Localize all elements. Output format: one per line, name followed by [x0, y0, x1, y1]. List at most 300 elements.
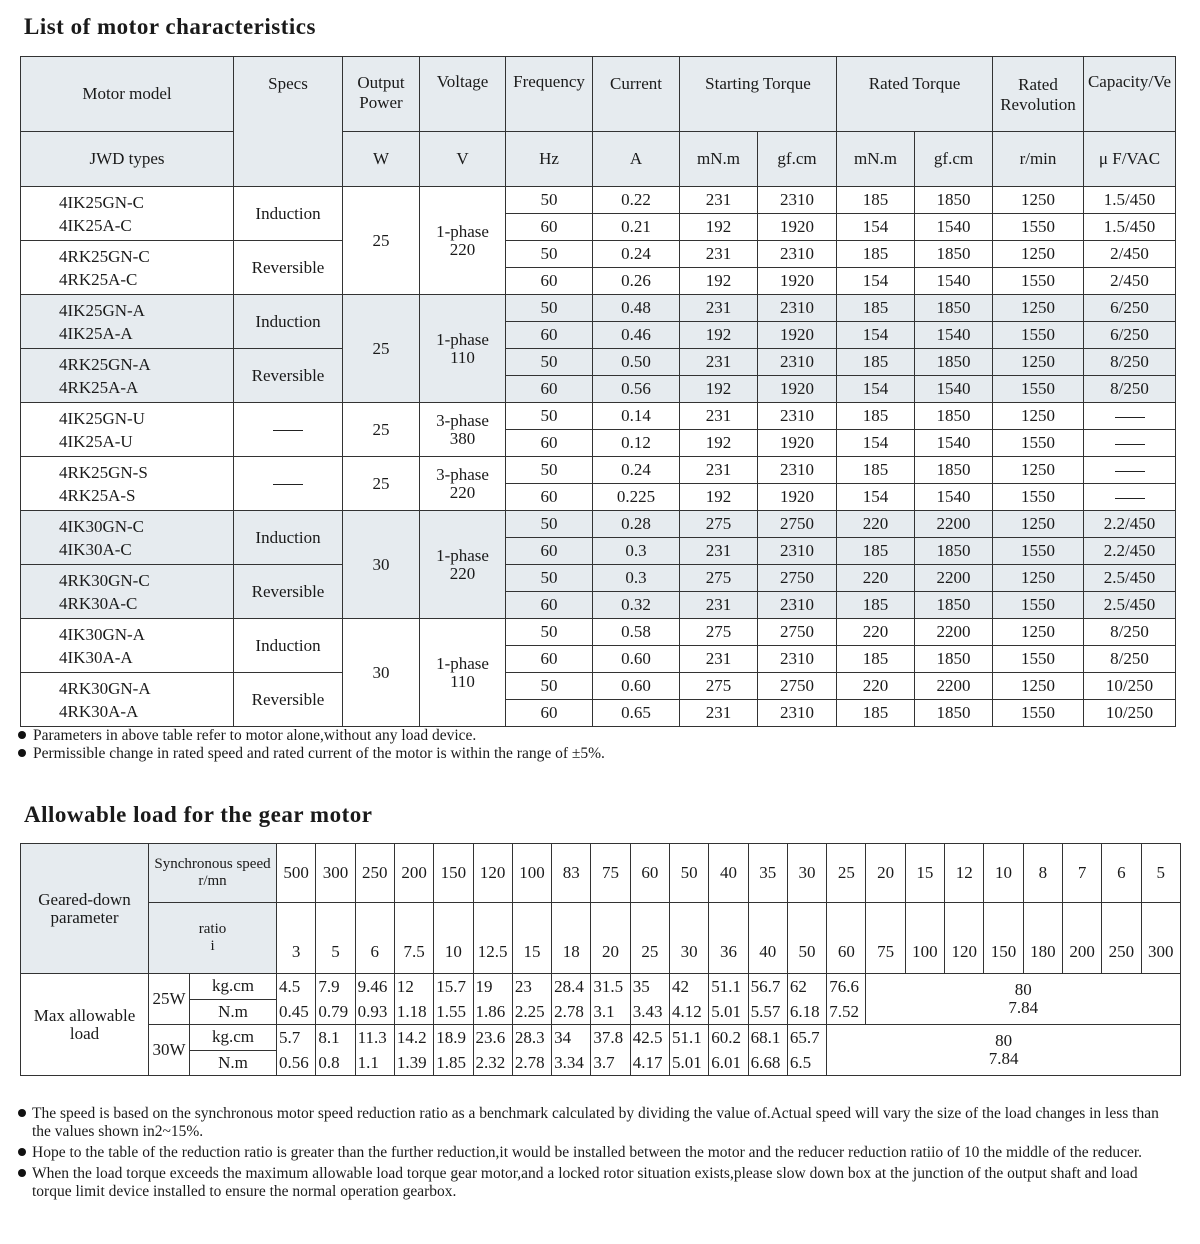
- current-cell: 0.46: [593, 322, 680, 349]
- rated-revolution-cell: 1250: [993, 349, 1084, 376]
- note-text: Hope to the table of the reduction ratio is greater than the further reduction,it would be installed between the motor and the reducer reduction ratiio of 10 the middle of the reducer.: [32, 1144, 1143, 1161]
- capacity-cell: 6/250: [1084, 322, 1176, 349]
- load-max-nm: 7.84: [988, 1049, 1019, 1068]
- output-power-cell: 25: [343, 403, 420, 457]
- rated-revolution-cell: 1550: [993, 700, 1084, 727]
- output-power-cell: 30: [343, 619, 420, 727]
- capacity-cell: 10/250: [1084, 700, 1176, 727]
- sync-speed-label: [149, 844, 277, 903]
- speed-cell: 300: [316, 844, 355, 903]
- capacity-cell: 2/450: [1084, 241, 1176, 268]
- note-text: When the load torque exceeds the maximum allowable load torque gear motor,and a locked rotor situation exists,please slow down box at the junction of the output shaft and load torque limit device installed to ensure the normal operation gearbox.: [32, 1165, 1138, 1200]
- rated-revolution-cell: 1550: [993, 268, 1084, 295]
- rated-gfcm-cell: 1540: [915, 430, 993, 457]
- load-nm-cell: 1.18: [394, 999, 433, 1025]
- rated-revolution-cell: 1250: [993, 295, 1084, 322]
- model-name-gn: 4RK30GN-C: [59, 570, 150, 590]
- model-name-a: 4RK25A-S: [59, 485, 136, 505]
- model-name-a: 4IK25A-U: [59, 431, 133, 451]
- model-name-gn: 4IK30GN-A: [59, 624, 145, 644]
- model-name-gn: 4IK25GN-A: [59, 300, 145, 320]
- capacity-cell: [1084, 430, 1176, 457]
- rated-mnm-cell: 220: [837, 565, 915, 592]
- current-cell: 0.3: [593, 538, 680, 565]
- rated-revolution-cell: 1550: [993, 484, 1084, 511]
- starting-mnm-cell: 275: [680, 673, 758, 700]
- table-row: [21, 241, 1176, 268]
- header-output-power: Output Power: [343, 57, 420, 132]
- unit-current: A: [593, 132, 680, 187]
- load-kg-cell: 19: [473, 974, 512, 1000]
- model-name-gn: 4IK25GN-U: [59, 408, 145, 428]
- starting-mnm-cell: 192: [680, 484, 758, 511]
- model-name-gn: 4RK25GN-A: [59, 354, 151, 374]
- ratio-unit: i: [210, 938, 215, 954]
- gear-notes: [18, 1105, 1168, 1204]
- speed-cell: 8: [1023, 844, 1062, 903]
- speed-cell: 50: [670, 844, 709, 903]
- rated-mnm-cell: 185: [837, 349, 915, 376]
- starting-mnm-cell: 231: [680, 241, 758, 268]
- load-kg-cell: 14.2: [394, 1025, 433, 1051]
- load-nm-cell: 3.7: [591, 1050, 630, 1076]
- load-nm-cell: 0.45: [277, 999, 316, 1025]
- capacity-cell: 8/250: [1084, 349, 1176, 376]
- load-kg-cell: 8.1: [316, 1025, 355, 1051]
- ratio-cell: 300: [1141, 903, 1180, 974]
- current-cell: 0.60: [593, 673, 680, 700]
- load-nm-cell: 6.18: [787, 999, 826, 1025]
- unit-frequency: Hz: [506, 132, 593, 187]
- speed-cell: 60: [630, 844, 669, 903]
- ratio-cell: 12.5: [473, 903, 512, 974]
- rated-gfcm-cell: 1850: [915, 538, 993, 565]
- rated-gfcm-cell: 1850: [915, 403, 993, 430]
- load-kg-cell: 18.9: [434, 1025, 473, 1051]
- frequency-cell: 50: [506, 403, 593, 430]
- frequency-cell: 50: [506, 511, 593, 538]
- speed-row: [21, 844, 1181, 903]
- bullet-icon: [18, 1169, 26, 1177]
- starting-gfcm-cell: 2310: [758, 187, 837, 214]
- model-name-a: 4IK25A-A: [59, 323, 133, 343]
- dash-mark: [1115, 498, 1145, 499]
- load-nm-cell: 5.57: [748, 999, 787, 1025]
- current-cell: 0.58: [593, 619, 680, 646]
- starting-gfcm-cell: 2310: [758, 457, 837, 484]
- unit-revolution: r/min: [993, 132, 1084, 187]
- note-text: The speed is based on the synchronous motor speed reduction ratio as a benchmark calculated by dividing the value of.Actual speed will vary the size of the load changes in less than the values shown in2~15%.: [32, 1105, 1159, 1140]
- ratio-cell: 18: [552, 903, 591, 974]
- load-kg-cell: 51.1: [709, 974, 748, 1000]
- table-row: [21, 187, 1176, 214]
- voltage-cell: 1-phase 110: [420, 619, 506, 727]
- table-row: [21, 349, 1176, 376]
- load-nm-cell: 3.43: [630, 999, 669, 1025]
- motor-model-cell: [21, 349, 234, 403]
- motor-model-cell: [21, 403, 234, 457]
- rated-revolution-cell: 1250: [993, 241, 1084, 268]
- starting-mnm-cell: 192: [680, 376, 758, 403]
- load-nm-cell: 2.32: [473, 1050, 512, 1076]
- ratio-cell: 7.5: [394, 903, 433, 974]
- capacity-cell: 2.2/450: [1084, 538, 1176, 565]
- load-nm-cell: 0.56: [277, 1050, 316, 1076]
- rated-revolution-cell: 1550: [993, 214, 1084, 241]
- starting-mnm-cell: 192: [680, 322, 758, 349]
- rated-mnm-cell: 154: [837, 484, 915, 511]
- frequency-cell: 60: [506, 430, 593, 457]
- capacity-cell: 1.5/450: [1084, 214, 1176, 241]
- load-nm-cell: 6.01: [709, 1050, 748, 1076]
- voltage-cell: 1-phase 220: [420, 511, 506, 619]
- load-nm-cell: 3.34: [552, 1050, 591, 1076]
- rated-revolution-cell: 1250: [993, 403, 1084, 430]
- rated-mnm-cell: 220: [837, 619, 915, 646]
- load-kg-cell: 23: [512, 974, 551, 1000]
- frequency-cell: 60: [506, 376, 593, 403]
- ratio-cell: 3: [277, 903, 316, 974]
- starting-mnm-cell: 231: [680, 592, 758, 619]
- load-row-kg: [21, 974, 1181, 1000]
- load-nm-cell: 7.52: [827, 999, 866, 1025]
- speed-cell: 35: [748, 844, 787, 903]
- unit-voltage: V: [420, 132, 506, 187]
- output-power-cell: 25: [343, 295, 420, 403]
- starting-mnm-cell: 275: [680, 511, 758, 538]
- output-power-cell: 25: [343, 187, 420, 295]
- spec-cell: Reversible: [234, 349, 343, 403]
- ratio-cell: 5: [316, 903, 355, 974]
- unit-starting-gfcm: gf.cm: [758, 132, 837, 187]
- rated-mnm-cell: 154: [837, 322, 915, 349]
- frequency-cell: 60: [506, 538, 593, 565]
- load-power-wrap: [149, 974, 276, 1024]
- frequency-cell: 60: [506, 322, 593, 349]
- speed-cell: 25: [827, 844, 866, 903]
- unit-nm: N.m: [218, 1052, 248, 1072]
- ratio-cell: 40: [748, 903, 787, 974]
- load-nm-cell: 4.17: [630, 1050, 669, 1076]
- current-cell: 0.48: [593, 295, 680, 322]
- current-cell: 0.3: [593, 565, 680, 592]
- model-name-gn: 4IK25GN-C: [59, 192, 144, 212]
- speed-cell: 5: [1141, 844, 1180, 903]
- load-kg-cell: 76.6: [827, 974, 866, 1000]
- ratio-cell: 100: [905, 903, 944, 974]
- rated-gfcm-cell: 1850: [915, 592, 993, 619]
- ratio-cell: 250: [1102, 903, 1141, 974]
- geared-down-label: Geared-down parameter: [21, 844, 149, 974]
- speed-cell: 120: [473, 844, 512, 903]
- load-nm-cell: 2.25: [512, 999, 551, 1025]
- model-name-a: 4IK25A-C: [59, 215, 132, 235]
- note-item: [18, 727, 605, 745]
- load-units: [190, 974, 276, 1024]
- load-kg-cell: 28.4: [552, 974, 591, 1000]
- load-nm-cell: 1.1: [355, 1050, 394, 1076]
- load-power-label: 25W: [149, 974, 190, 1024]
- rated-mnm-cell: 220: [837, 511, 915, 538]
- spec-cell: Induction: [234, 295, 343, 349]
- load-kg-cell: 56.7: [748, 974, 787, 1000]
- ratio-cell: 60: [827, 903, 866, 974]
- capacity-cell: 8/250: [1084, 376, 1176, 403]
- voltage-cell: 1-phase 110: [420, 295, 506, 403]
- rated-gfcm-cell: 1850: [915, 295, 993, 322]
- speed-cell: 12: [945, 844, 984, 903]
- model-name-a: 4RK30A-C: [59, 593, 138, 613]
- starting-gfcm-cell: 2750: [758, 673, 837, 700]
- speed-cell: 500: [277, 844, 316, 903]
- load-nm-cell: 5.01: [670, 1050, 709, 1076]
- load-kg-cell: 7.9: [316, 974, 355, 1000]
- max-load-label: Max allowable load: [21, 974, 149, 1076]
- voltage-cell: 3-phase 380: [420, 403, 506, 457]
- rated-gfcm-cell: 1850: [915, 241, 993, 268]
- sync-speed-text: Synchronous speed: [154, 856, 271, 872]
- load-nm-cell: 6.68: [748, 1050, 787, 1076]
- rated-gfcm-cell: 2200: [915, 619, 993, 646]
- load-kg-cell: 5.7: [277, 1025, 316, 1051]
- note-item: [18, 1144, 1168, 1162]
- load-kg-cell: 60.2: [709, 1025, 748, 1051]
- load-kg-cell: 35: [630, 974, 669, 1000]
- unit-starting-mnm: mN.m: [680, 132, 758, 187]
- frequency-cell: 60: [506, 646, 593, 673]
- frequency-cell: 60: [506, 700, 593, 727]
- dash-mark: [273, 430, 303, 431]
- ratio-cell: 200: [1062, 903, 1101, 974]
- frequency-cell: 50: [506, 187, 593, 214]
- model-name-a: 4IK30A-A: [59, 647, 133, 667]
- starting-mnm-cell: 231: [680, 295, 758, 322]
- output-power-cell: 30: [343, 511, 420, 619]
- table-row: [21, 565, 1176, 592]
- load-kg-cell: 9.46: [355, 974, 394, 1000]
- capacity-cell: [1084, 403, 1176, 430]
- header-current: Current: [593, 57, 680, 132]
- starting-gfcm-cell: 1920: [758, 214, 837, 241]
- model-name-a: 4RK30A-A: [59, 701, 139, 721]
- voltage-cell: 1-phase 220: [420, 187, 506, 295]
- rated-gfcm-cell: 2200: [915, 565, 993, 592]
- load-power-cell: [149, 1025, 277, 1076]
- current-cell: 0.65: [593, 700, 680, 727]
- model-name-a: 4RK25A-C: [59, 269, 138, 289]
- ratio-row: [21, 903, 1181, 974]
- starting-mnm-cell: 231: [680, 187, 758, 214]
- header-specs: Specs: [234, 57, 343, 187]
- capacity-cell: 2.5/450: [1084, 565, 1176, 592]
- starting-mnm-cell: 231: [680, 349, 758, 376]
- spec-cell: Reversible: [234, 241, 343, 295]
- rated-mnm-cell: 185: [837, 295, 915, 322]
- ratio-cell: 20: [591, 903, 630, 974]
- load-max-nm: 7.84: [1008, 998, 1039, 1017]
- table-row: [21, 511, 1176, 538]
- rated-gfcm-cell: 1540: [915, 322, 993, 349]
- speed-cell: 200: [394, 844, 433, 903]
- load-max-cell: [827, 1025, 1181, 1076]
- capacity-cell: 8/250: [1084, 619, 1176, 646]
- rated-gfcm-cell: 1850: [915, 349, 993, 376]
- load-kg-cell: 68.1: [748, 1025, 787, 1051]
- speed-cell: 40: [709, 844, 748, 903]
- starting-gfcm-cell: 2310: [758, 646, 837, 673]
- load-kg-cell: 62: [787, 974, 826, 1000]
- capacity-cell: 6/250: [1084, 295, 1176, 322]
- load-kg-cell: 23.6: [473, 1025, 512, 1051]
- motor-model-cell: [21, 673, 234, 727]
- current-cell: 0.21: [593, 214, 680, 241]
- ratio-cell: 50: [787, 903, 826, 974]
- ratio-cell: 180: [1023, 903, 1062, 974]
- frequency-cell: 50: [506, 673, 593, 700]
- unit-output: W: [343, 132, 420, 187]
- bullet-icon: [18, 1148, 26, 1156]
- load-nm-cell: 2.78: [512, 1050, 551, 1076]
- spec-cell: Reversible: [234, 673, 343, 727]
- unit-rated-mnm: mN.m: [837, 132, 915, 187]
- capacity-cell: 2.2/450: [1084, 511, 1176, 538]
- current-cell: 0.56: [593, 376, 680, 403]
- starting-gfcm-cell: 2310: [758, 295, 837, 322]
- speed-cell: 20: [866, 844, 905, 903]
- capacity-cell: 8/250: [1084, 646, 1176, 673]
- load-kg-cell: 12: [394, 974, 433, 1000]
- load-max-kg: 80: [995, 1031, 1013, 1050]
- table-row: [21, 619, 1176, 646]
- table-row: [21, 295, 1176, 322]
- rated-mnm-cell: 185: [837, 241, 915, 268]
- table-row: [21, 673, 1176, 700]
- rated-gfcm-cell: 1540: [915, 268, 993, 295]
- motor-characteristics-table: [20, 56, 1176, 727]
- starting-mnm-cell: 231: [680, 403, 758, 430]
- rated-gfcm-cell: 1540: [915, 376, 993, 403]
- load-nm-cell: 2.78: [552, 999, 591, 1025]
- load-kg-cell: 31.5: [591, 974, 630, 1000]
- starting-gfcm-cell: 2310: [758, 349, 837, 376]
- rated-revolution-cell: 1550: [993, 646, 1084, 673]
- ratio-cell: 30: [670, 903, 709, 974]
- ratio-cell: 25: [630, 903, 669, 974]
- rated-mnm-cell: 185: [837, 187, 915, 214]
- note-item: [18, 1105, 1168, 1141]
- unit-kgcm: kg.cm: [190, 974, 276, 1000]
- note-text: Parameters in above table refer to motor alone,without any load device.: [33, 727, 477, 744]
- current-cell: 0.28: [593, 511, 680, 538]
- speed-cell: 30: [787, 844, 826, 903]
- unit-capacity: μ F/VAC: [1084, 132, 1176, 187]
- starting-mnm-cell: 275: [680, 619, 758, 646]
- ratio-cell: 10: [434, 903, 473, 974]
- header-capacity: Capacity/Ve: [1084, 57, 1176, 132]
- bullet-icon: [18, 749, 26, 757]
- spec-cell: [234, 457, 343, 511]
- ratio-text: ratio: [198, 921, 227, 937]
- frequency-cell: 60: [506, 214, 593, 241]
- rated-revolution-cell: 1550: [993, 592, 1084, 619]
- frequency-cell: 50: [506, 241, 593, 268]
- bullet-icon: [18, 1109, 26, 1117]
- speed-cell: 250: [355, 844, 394, 903]
- model-name-gn: 4IK30GN-C: [59, 516, 144, 536]
- ratio-label: [149, 903, 277, 974]
- load-kg-cell: 51.1: [670, 1025, 709, 1051]
- spec-cell: Reversible: [234, 565, 343, 619]
- output-power-cell: 25: [343, 457, 420, 511]
- starting-gfcm-cell: 2310: [758, 538, 837, 565]
- starting-mnm-cell: 231: [680, 700, 758, 727]
- load-max-cell: [866, 974, 1181, 1025]
- header-rated-revolution: Rated Revolution: [993, 57, 1084, 132]
- load-units: [190, 1025, 276, 1075]
- ratio-cell: 150: [984, 903, 1023, 974]
- unit-kgcm: kg.cm: [190, 1025, 276, 1051]
- rated-mnm-cell: 154: [837, 214, 915, 241]
- load-power-wrap: [149, 1025, 276, 1075]
- frequency-cell: 50: [506, 457, 593, 484]
- frequency-cell: 50: [506, 349, 593, 376]
- motor-model-cell: [21, 295, 234, 349]
- rated-revolution-cell: 1550: [993, 322, 1084, 349]
- rated-revolution-cell: 1250: [993, 673, 1084, 700]
- spec-cell: Induction: [234, 187, 343, 241]
- sync-speed-unit: r/mn: [198, 873, 227, 889]
- model-name-a: 4IK30A-C: [59, 539, 132, 559]
- load-kg-cell: 42.5: [630, 1025, 669, 1051]
- spec-cell: [234, 403, 343, 457]
- dash-mark: [1115, 417, 1145, 418]
- header-motor-model: Motor model: [21, 57, 234, 132]
- load-kg-cell: 37.8: [591, 1025, 630, 1051]
- motor-model-cell: [21, 565, 234, 619]
- rated-gfcm-cell: 1850: [915, 700, 993, 727]
- starting-gfcm-cell: 2750: [758, 619, 837, 646]
- ratio-cell: 6: [355, 903, 394, 974]
- load-kg-cell: 4.5: [277, 974, 316, 1000]
- motor-model-cell: [21, 619, 234, 673]
- rated-mnm-cell: 185: [837, 538, 915, 565]
- speed-cell: 10: [984, 844, 1023, 903]
- starting-mnm-cell: 231: [680, 457, 758, 484]
- rated-revolution-cell: 1550: [993, 538, 1084, 565]
- rated-gfcm-cell: 1540: [915, 214, 993, 241]
- unit-nm: N.m: [218, 1001, 248, 1021]
- note-item: [18, 1165, 1168, 1201]
- rated-mnm-cell: 220: [837, 673, 915, 700]
- load-nm-cell: 5.01: [709, 999, 748, 1025]
- load-kg-cell: 15.7: [434, 974, 473, 1000]
- dash-mark: [1115, 444, 1145, 445]
- capacity-cell: 10/250: [1084, 673, 1176, 700]
- load-kg-cell: 28.3: [512, 1025, 551, 1051]
- motor-model-cell: [21, 511, 234, 565]
- rated-mnm-cell: 154: [837, 268, 915, 295]
- rated-revolution-cell: 1250: [993, 457, 1084, 484]
- motor-model-cell: [21, 187, 234, 241]
- spec-cell: Induction: [234, 511, 343, 565]
- rated-mnm-cell: 185: [837, 457, 915, 484]
- motor-notes: [18, 727, 605, 763]
- load-nm-cell: 4.12: [670, 999, 709, 1025]
- frequency-cell: 60: [506, 268, 593, 295]
- rated-mnm-cell: 185: [837, 403, 915, 430]
- model-name-a: 4RK25A-A: [59, 377, 139, 397]
- capacity-cell: 2/450: [1084, 268, 1176, 295]
